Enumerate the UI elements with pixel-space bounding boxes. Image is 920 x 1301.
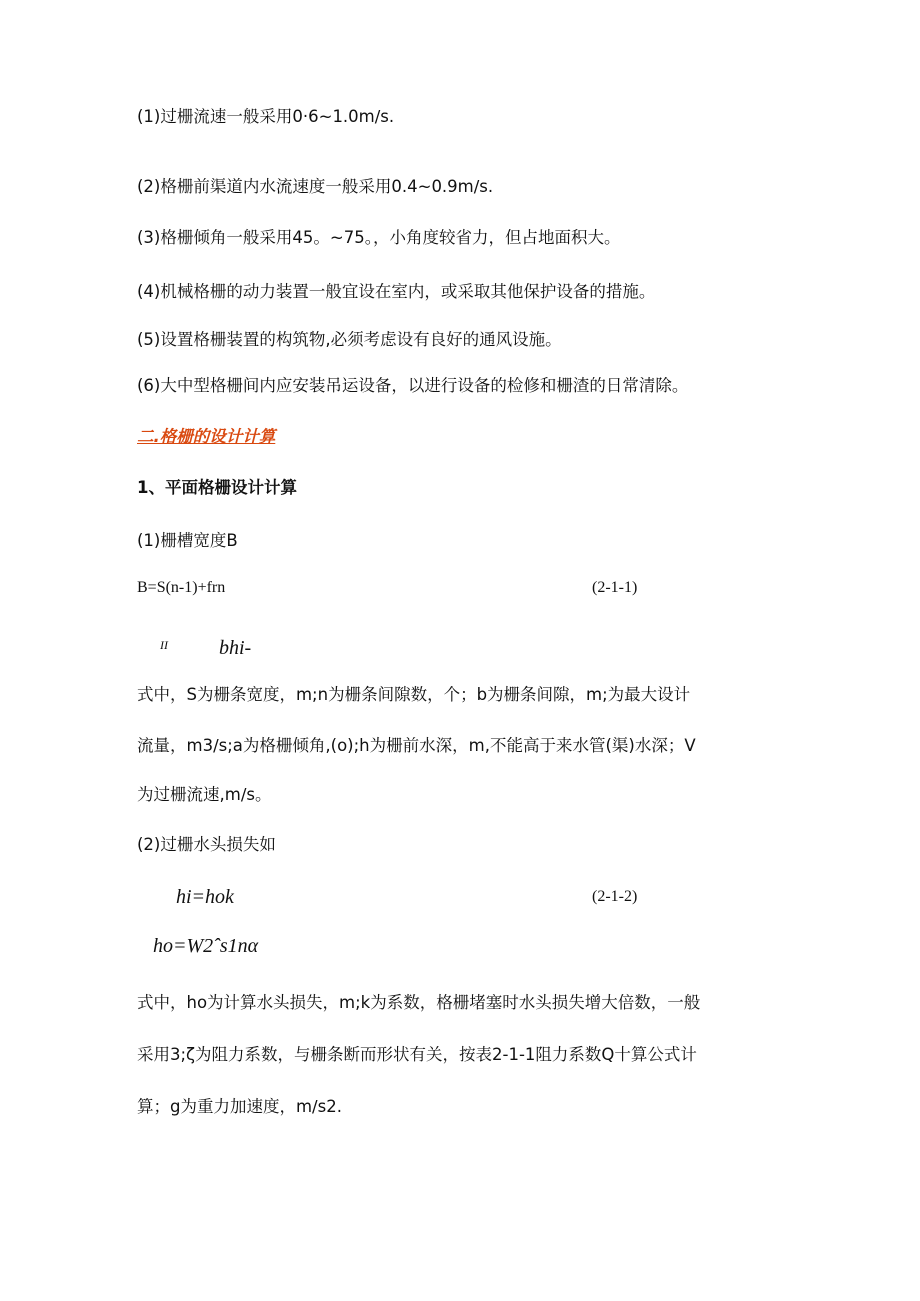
formula-2-1-1: B=S(n-1)+frn (137, 579, 226, 596)
item-2: (2)格栅前渠道内水流速度一般采用0.4~0.9m∕s. (137, 177, 494, 196)
part2-explanation-line-1: 式中，ho为计算水头损失，m;k为系数，格栅堵塞时水头损失增大倍数，一般 (137, 993, 701, 1012)
part2-title: (2)过栅水头损失如 (137, 835, 276, 854)
part1-explanation-line-1: 式中，S为栅条宽度，m;n为栅条间隙数，个；b为栅条间隙，m;为最大设计 (137, 685, 691, 704)
formula-fragment-right: bhi- (219, 637, 252, 659)
item-5: (5)设置格栅装置的构筑物,必须考虑设有良好的通风设施。 (137, 330, 562, 349)
equation-number-2-1-1: (2-1-1) (592, 579, 638, 596)
formula-ho: ho=W2ˆs1nα (153, 935, 259, 957)
part1-title: (1)栅槽宽度B (137, 531, 238, 550)
equation-number-2-1-2: (2-1-2) (592, 888, 638, 905)
item-1: (1)过栅流速一般采用0·6~1.0m∕s. (137, 107, 395, 126)
formula-2-1-2: hi=hok (176, 886, 234, 908)
item-6: (6)大中型格栅间内应安装吊运设备，以进行设备的检修和栅渣的日常清除。 (137, 376, 689, 395)
part2-explanation-line-3: 算；g为重力加速度，m∕s2. (137, 1097, 342, 1116)
part1-explanation-line-2: 流量，m3∕s;a为格栅倾角,(o);h为栅前水深，m,不能高于来水管(渠)水深；V (137, 736, 696, 755)
item-4: (4)机械格栅的动力装置一般宜设在室内，或采取其他保护设备的措施。 (137, 282, 656, 301)
part1-explanation-line-3: 为过栅流速,m∕s。 (137, 785, 272, 804)
formula-fragment-left: II (160, 638, 168, 652)
subsection-heading: 1、平面格栅设计计算 (137, 478, 297, 497)
part2-explanation-line-2: 采用3;ζ为阻力系数，与栅条断而形状有关，按表2-1-1阻力系数Q十算公式计 (137, 1045, 697, 1064)
section-heading: 二.格栅的设计计算 (137, 427, 276, 446)
item-3: (3)格栅倾角一般采用45。~75。，小角度较省力，但占地面积大。 (137, 228, 621, 247)
